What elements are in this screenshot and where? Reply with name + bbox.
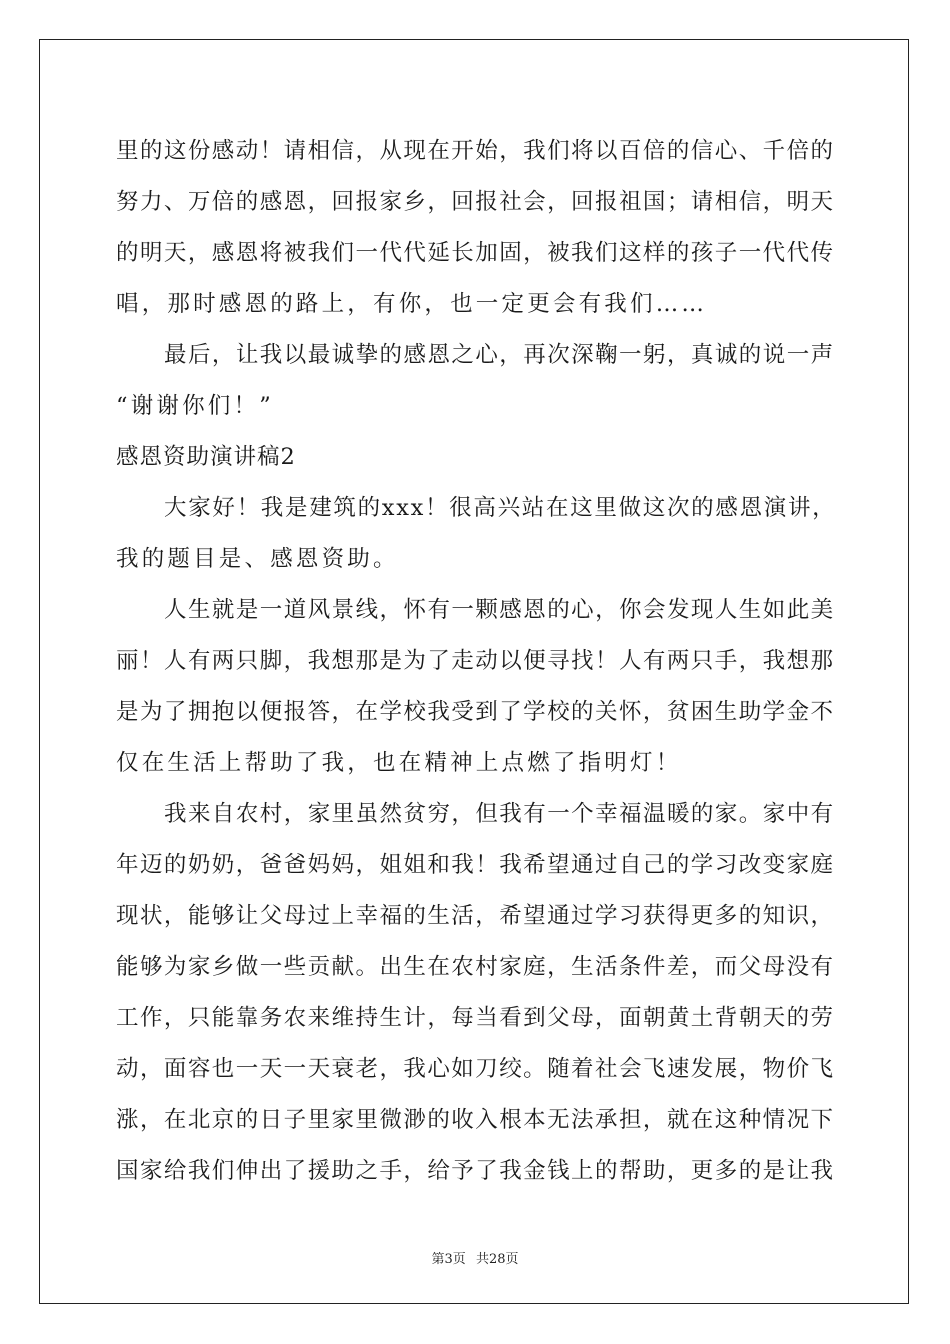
text-line: 涨，在北京的日子里家里微渺的收入根本无法承担，就在这种情况下	[116, 1107, 835, 1133]
text-line: “谢谢你们！”	[116, 393, 274, 419]
text-line: 我的题目是、感恩资助。	[116, 546, 399, 572]
text-line: 最后，让我以最诚挚的感恩之心，再次深鞠一躬，真诚的说一声	[164, 342, 835, 368]
text-line: 的明天，感恩将被我们一代代延长加固，被我们这样的孩子一代代传	[116, 240, 835, 266]
text-line: 工作，只能靠务农来维持生计，每当看到父母，面朝黄土背朝天的劳	[116, 1005, 835, 1031]
text-line: 仅在生活上帮助了我，也在精神上点燃了指明灯！	[116, 750, 682, 776]
text-line: 里的这份感动！请相信，从现在开始，我们将以百倍的信心、千倍的	[116, 138, 835, 164]
section-title: 感恩资助演讲稿2	[116, 444, 296, 470]
text-line: 我来自农村，家里虽然贫穷，但我有一个幸福温暖的家。家中有	[164, 801, 835, 827]
text-line: 大家好！我是建筑的xxx！很高兴站在这里做这次的感恩演讲，	[164, 495, 837, 521]
text-line: 现状，能够让父母过上幸福的生活，希望通过学习获得更多的知识，	[116, 903, 835, 929]
text-line: 努力、万倍的感恩，回报家乡，回报社会，回报祖国；请相信，明天	[116, 189, 835, 215]
text-line: 能够为家乡做一些贡献。出生在农村家庭，生活条件差，而父母没有	[116, 954, 835, 980]
page-number: 第3页	[431, 1252, 466, 1267]
text-line: 动，面容也一天一天衰老，我心如刀绞。随着社会飞速发展，物价飞	[116, 1056, 835, 1082]
text-line: 年迈的奶奶，爸爸妈妈，姐姐和我！我希望通过自己的学习改变家庭	[116, 852, 835, 878]
document-body	[116, 126, 836, 1197]
text-line: 唱，那时感恩的路上，有你，也一定更会有我们……	[116, 291, 708, 317]
page-footer	[0, 1248, 950, 1267]
text-line: 是为了拥抱以便报答，在学校我受到了学校的关怀，贫困生助学金不	[116, 699, 835, 725]
text-line: 国家给我们伸出了援助之手，给予了我金钱上的帮助，更多的是让我	[116, 1158, 835, 1184]
text-line: 丽！人有两只脚，我想那是为了走动以便寻找！人有两只手，我想那	[116, 648, 835, 674]
page-total: 共28页	[475, 1252, 519, 1267]
text-line: 人生就是一道风景线，怀有一颗感恩的心，你会发现人生如此美	[164, 597, 835, 623]
